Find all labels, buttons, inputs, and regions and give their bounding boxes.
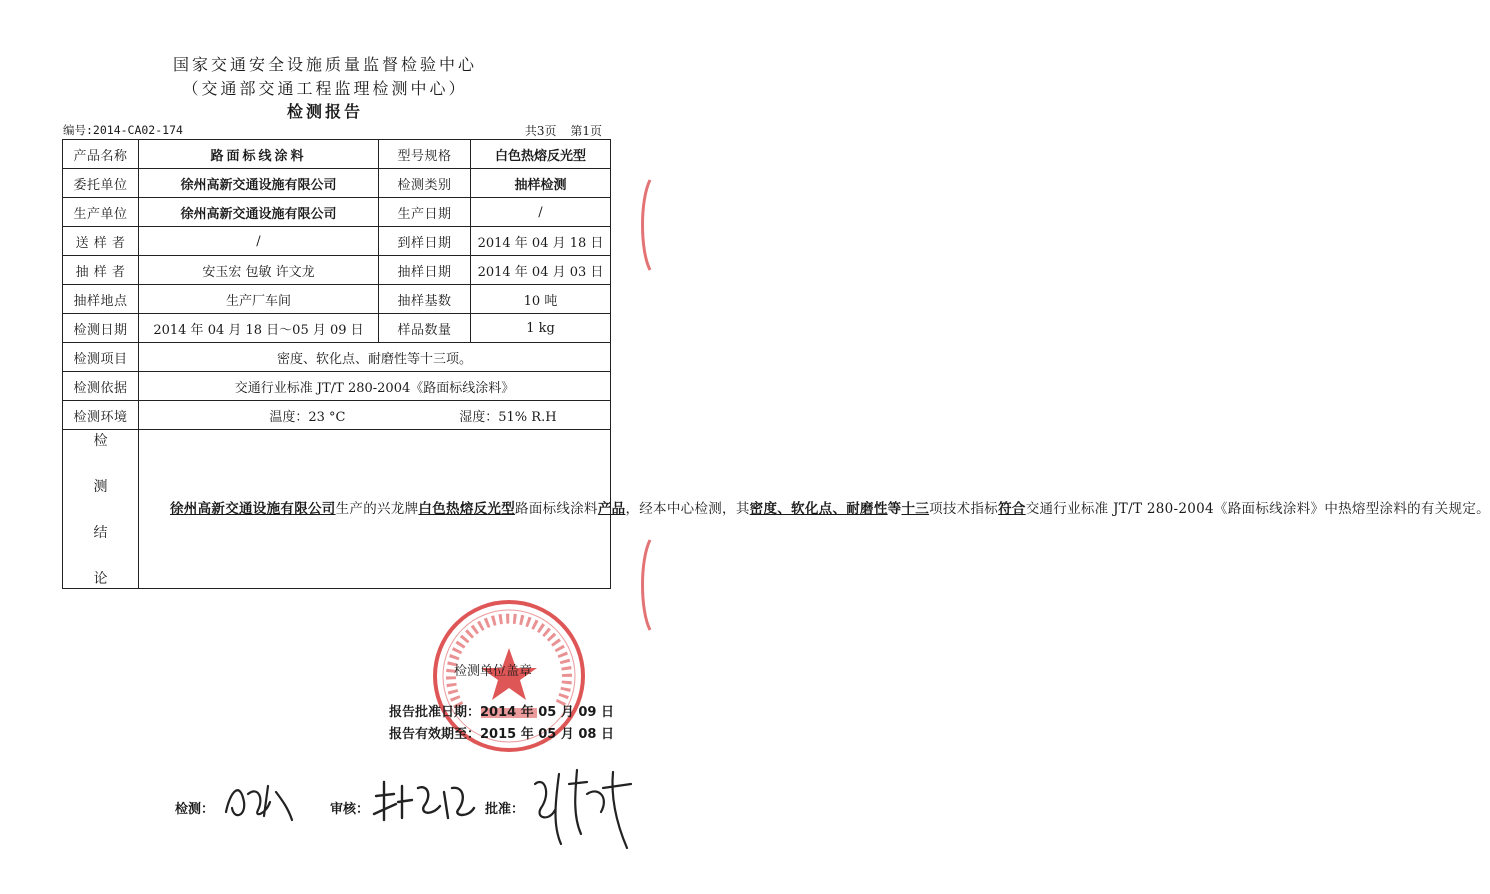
table-row [63, 343, 611, 372]
conclusion-count: 十三 [901, 500, 930, 517]
humidity: 湿度：51% R.H [459, 409, 557, 425]
sample-base-label: 抽样基数 [379, 285, 471, 314]
approval-date: 报告批准日期：2014 年 05 月 09 日 [389, 705, 614, 720]
table-row [63, 169, 611, 198]
production-date-value: / [471, 198, 611, 227]
sample-date-label: 抽样日期 [379, 256, 471, 285]
conclusion-text [143, 494, 1490, 525]
conclusion-fragment: 项技术指标 [929, 500, 999, 517]
producer-label: 生产单位 [63, 198, 139, 227]
conclusion-label-char: 测 [93, 479, 108, 495]
table-row [63, 140, 611, 169]
model-value: 白色热熔反光型 [471, 140, 611, 169]
sample-date-value: 2014 年 04 月 03 日 [471, 256, 611, 285]
sample-place-value: 生产厂车间 [139, 285, 379, 314]
issuer-subname: （交通部交通工程监理检测中心） [182, 79, 468, 98]
table-row [63, 227, 611, 256]
conclusion-product: 产品 [597, 500, 626, 517]
table-row [63, 430, 611, 589]
sample-qty-label: 样品数量 [379, 314, 471, 343]
conclusion-items: 密度、软化点、耐磨性 [749, 500, 888, 517]
adjacent-page-seal-fragment [636, 180, 650, 270]
page-counter [515, 122, 602, 139]
sampler-value: 安玉宏 包敏 许文龙 [139, 256, 379, 285]
conclusion-fragment: 生产的兴龙牌 [335, 500, 419, 517]
sampler-label: 抽 样 者 [63, 256, 139, 285]
arrival-date-label: 到样日期 [379, 227, 471, 256]
test-type-value: 抽样检测 [471, 169, 611, 198]
conclusion-label-char: 检 [93, 433, 108, 449]
table-row [63, 285, 611, 314]
test-date-label: 检测日期 [63, 314, 139, 343]
table-row [63, 401, 611, 430]
table-row [63, 314, 611, 343]
client-label: 委托单位 [63, 169, 139, 198]
page-current: 第1页 [570, 124, 602, 138]
conclusion-fragment: 等 [887, 500, 902, 517]
serial-number: 编号:2014-CA02-174 [63, 123, 183, 137]
client-value: 徐州高新交通设施有限公司 [139, 169, 379, 198]
test-env-value [139, 401, 611, 430]
sender-label: 送 样 者 [63, 227, 139, 256]
model-label: 型号规格 [379, 140, 471, 169]
reviewer-signature [370, 774, 480, 830]
sample-place-label: 抽样地点 [63, 285, 139, 314]
conclusion-fragment: ，经本中心检测，其 [625, 500, 750, 517]
test-date-value: 2014 年 04 月 18 日～05 月 09 日 [139, 314, 379, 343]
test-items-value: 密度、软化点、耐磨性等十三项。 [139, 343, 611, 372]
tester-label: 检测： [175, 802, 215, 817]
conclusion-fragment: 路面标线涂料 [515, 500, 598, 517]
adjacent-page-seal-fragment [636, 540, 650, 630]
conclusion-model: 白色热熔反光型 [418, 500, 516, 517]
conclusion-company: 徐州高新交通设施有限公司 [170, 500, 336, 517]
product-name-label: 产品名称 [63, 140, 139, 169]
conclusion-label-char: 结 [93, 525, 108, 541]
conclusion-fragment: 交通行业标准 JT/T 280-2004《路面标线涂料》中热熔型涂料的有关规定。 [1025, 500, 1490, 517]
approver-signature [525, 764, 640, 854]
conclusion-verdict: 符合 [998, 500, 1026, 517]
valid-until-date: 报告有效期至：2015 年 05 月 08 日 [389, 727, 614, 742]
approval-dates [389, 702, 614, 746]
stamp-label: 检测单位盖章 [454, 664, 533, 679]
table-row [63, 198, 611, 227]
temperature: 温度：23 °C [269, 409, 346, 425]
report-table [62, 139, 1490, 742]
conclusion-body [139, 430, 1490, 742]
pages-total: 共3页 [524, 124, 557, 138]
tester-signature [218, 772, 298, 828]
report-title: 检测报告 [286, 102, 363, 121]
reviewer-label: 审核： [330, 802, 370, 817]
test-env-label: 检测环境 [63, 401, 139, 430]
arrival-date-value: 2014 年 04 月 18 日 [471, 227, 611, 256]
conclusion-label [63, 430, 139, 589]
approver-label: 批准： [485, 802, 525, 817]
table-row [63, 372, 611, 401]
production-date-label: 生产日期 [379, 198, 471, 227]
test-items-label: 检测项目 [63, 343, 139, 372]
test-basis-value: 交通行业标准 JT/T 280-2004《路面标线涂料》 [139, 372, 611, 401]
producer-value: 徐州高新交通设施有限公司 [139, 198, 379, 227]
conclusion-label-char: 论 [93, 571, 108, 587]
table-row [63, 256, 611, 285]
sender-value: / [139, 227, 379, 256]
test-type-label: 检测类别 [379, 169, 471, 198]
sample-qty-value: 1 kg [471, 314, 611, 343]
sample-base-value: 10 吨 [471, 285, 611, 314]
issuer-name: 国家交通安全设施质量监督检验中心 [172, 55, 477, 74]
test-basis-label: 检测依据 [63, 372, 139, 401]
product-name-value: 路面标线涂料 [139, 140, 379, 169]
signature-row [0, 790, 650, 840]
